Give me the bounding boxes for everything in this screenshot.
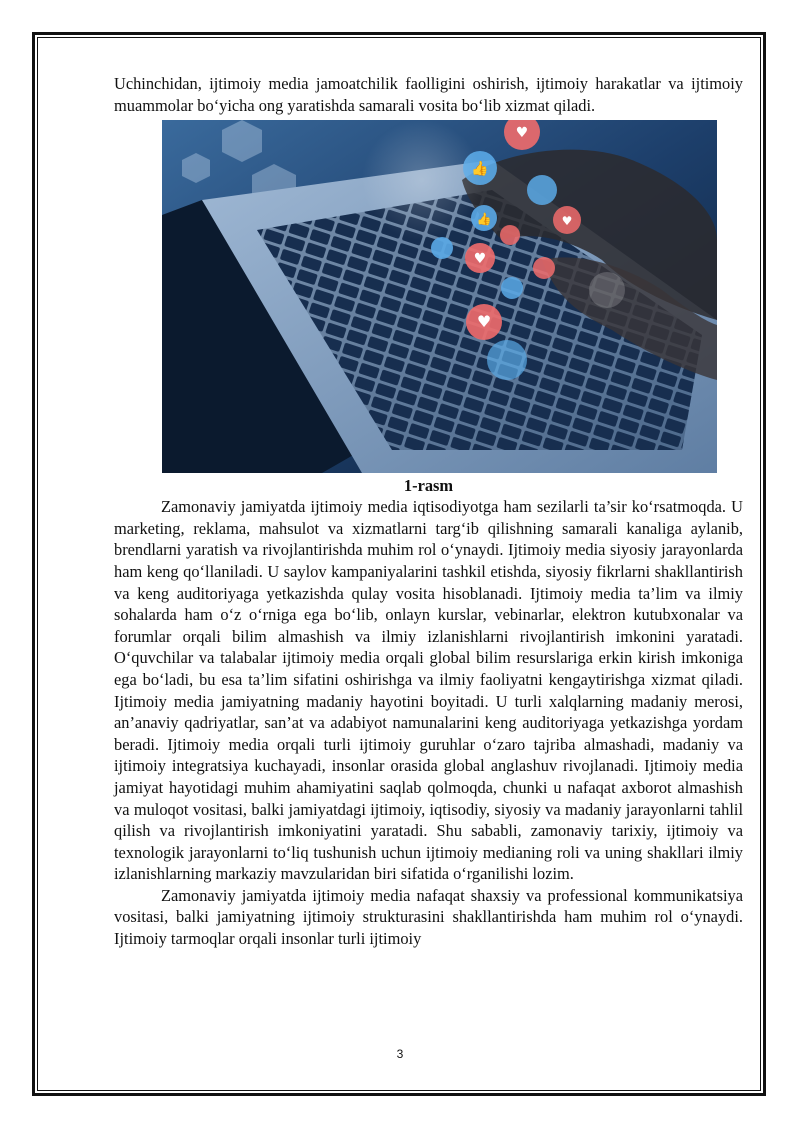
svg-text:♥: ♥: [473, 251, 487, 268]
figure-caption: 1-rasm: [403, 476, 454, 496]
svg-text:♥: ♥: [561, 214, 573, 229]
laptop-social-media-illustration: [162, 120, 717, 473]
svg-text:♥: ♥: [476, 312, 492, 332]
intro-paragraph: Uchinchidan, ijtimoiy media jamoatchilik faolligini oshirish, ijtimoiy harakatlar va ijtimoiy muammolar bo‘yicha ong yaratishda samarali vosita bo‘lib xizmat qiladi.: [114, 74, 743, 115]
svg-text:👍: 👍: [476, 212, 492, 227]
body-paragraph-2: Zamonaviy jamiyatda ijtimoiy media nafaqat shaxsiy va professional kommunikatsiya vositasi, balki jamiyatning ijtimoiy strukturasini shakllantirishda ham muhim rol o‘ynaydi. Ijtimoiy tarmoqlar orqali insonlar turli ijtimoiy: [114, 885, 743, 949]
svg-text:♥: ♥: [515, 125, 529, 142]
page-number: 3: [396, 1047, 404, 1061]
page-content: [114, 73, 743, 950]
svg-text:👍: 👍: [471, 161, 489, 178]
body-paragraph-1: Zamonaviy jamiyatda ijtimoiy media iqtisodiyotga ham sezilarli ta’sir ko‘rsatmoqda. U marketing, reklama, mahsulot va xizmatlarni targ‘ib qilishning samarali kanaliga aylanib, brendlarni yaratish va rivojlantirishda muhim rol o‘ynaydi. Ijtimoiy media siyosiy jarayonlarda ham keng qo‘llaniladi. U saylov kampaniyalarini tashkil etishda, siyosiy fikrlarni shakllantirish va keng auditoriyaga yetkazishda qulay vosita hisoblanadi. Ijtimoiy media ta’lim va ilmiy sohalarda ham o‘z o‘rniga ega bo‘lib, onlayn kurslar, vebinarlar, elektron kutubxonalar va forumlar orqali bilim almashish va ilmiy izlanishlarni rivojlantirish imkonini yaratadi. O‘quvchilar va talabalar ijtimoiy media orqali global bilim resurslariga erkin kirish imkoniga ega bo‘ladi, bu esa ta’lim sifatini oshirishga va ilmiy faoliyatni kengaytirishga xizmat qiladi. Ijtimoiy media jamiyatning madaniy hayotini boyitadi. U turli xalqlarning madaniy merosi, an’anaviy qadriyatlar, san’at va adabiyot namunalarini keng auditoriyaga yetkazishga yordam beradi. Ijtimoiy media orqali turli ijtimoiy guruhlar o‘zaro tajriba almashadi, madaniy va ijtimoiy integratsiya kuchayadi, insonlar orasida global anglashuv rivojlanadi. Ijtimoiy media jamiyat hayotidagi muhim ahamiyatini saqlab qolmoqda, chunki u nafaqat axborot almashish va muloqot vositasi, balki jamiyatdagi ijtimoiy, iqtisodiy, siyosiy va madaniy jarayonlarni tahlil qilish va rivojlantirish imkoniyatini yaratadi. Shu sababli, zamonaviy tarixiy, ijtimoiy va texnologik jarayonlarni to‘liq tushunish uchun ijtimoiy medianing roli va uning shakllari ilmiy izlanishlarning markaziy mavzularidan biri sifatida o‘rganilishi lozim.: [114, 497, 743, 884]
figure-image: [162, 120, 717, 473]
